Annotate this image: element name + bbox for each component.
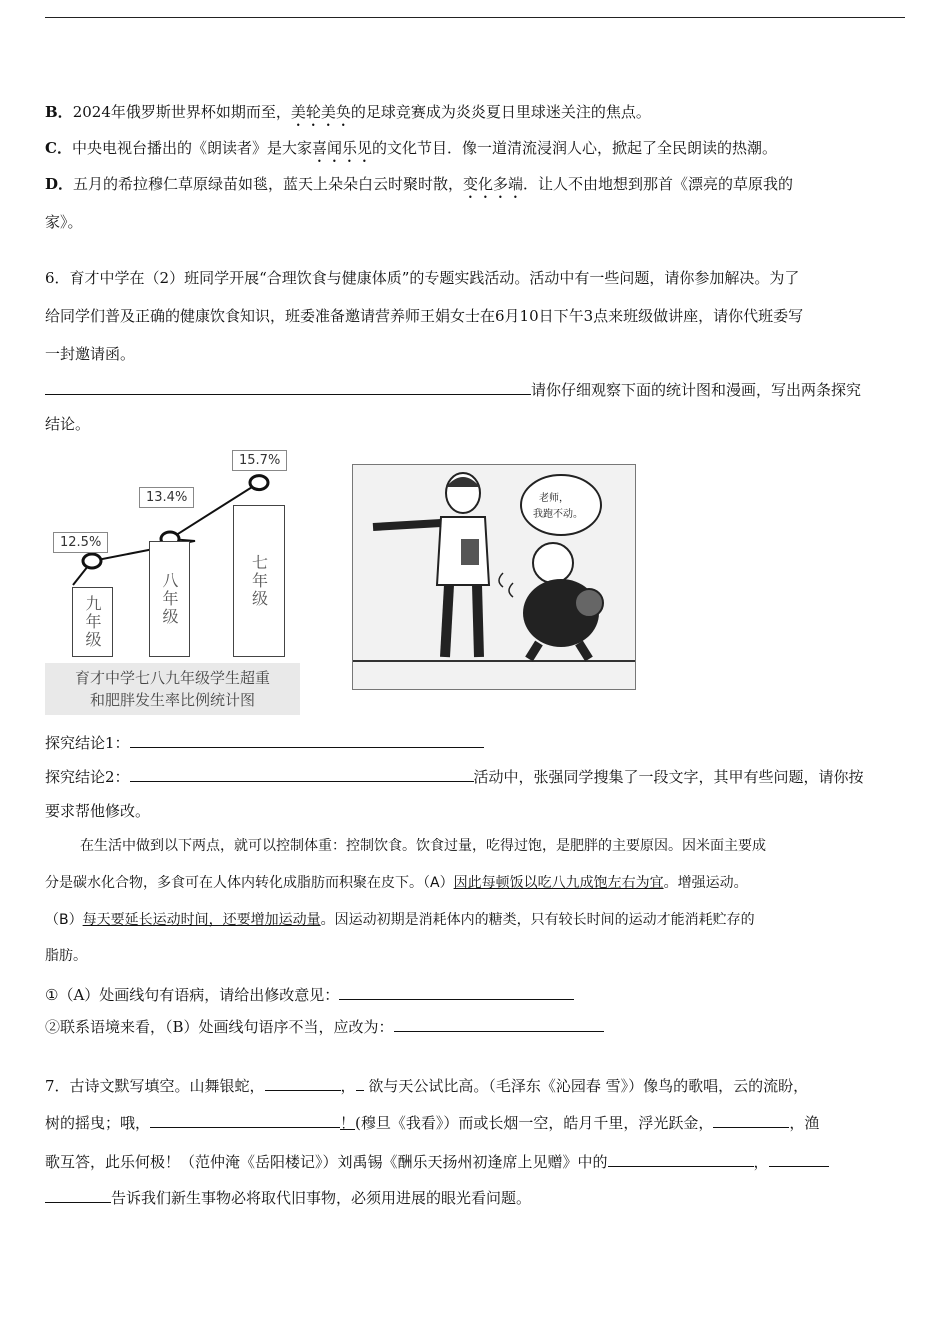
passage-line2: 分是碳水化合物，多食可在人体内转化成脂肪而积聚在皮下。（A）因此每顿饭以吃八九成饱左右为宜。增强运动。 [45,875,748,891]
q6-line4: 请你仔细观察下面的统计图和漫画，写出两条探究 [45,378,861,400]
q7-line2: 树的摇曳；哦， ！(穆旦《我看》）而或长烟一空，皓月千里，浮光跃金， ，渔 [45,1111,819,1133]
q6-line5: 结论。 [45,415,91,433]
q7-blank3[interactable] [713,1111,789,1128]
sub-question-1: ①（A）处画线句有语病，请给出修改意见： [45,983,574,1005]
caption-line2: 和肥胖发生率比例统计图 [89,691,255,709]
q7-blank4[interactable] [608,1150,754,1167]
q7-line3: 歌互答，此乐何极！（范仲淹《岳阳楼记》）刘禹锡《酬乐天扬州初逢席上见赠》中的 ， [45,1150,829,1172]
conclusion-2: 探究结论2： 活动中，张强同学搜集了一段文字，其甲有些问题，请你按 [45,765,864,787]
passage-line3: （B）每天要延长运动时间，还要增加运动量。因运动初期是消耗体内的糖类，只有较长时间的运动才能消耗贮存的 [45,912,755,928]
conclusion2-blank[interactable] [130,765,474,782]
answer-blank[interactable] [45,378,531,395]
option-d-cont: 家》。 [45,213,83,231]
option-c: C．中央电视台播出的《朗读者》是大家喜闻乐见的文化节目．像一道清流浸润人心，掀起了全民朗读的热潮。 [45,139,777,157]
data-point-2 [250,476,268,490]
passage-line4: 脂肪。 [45,948,87,964]
q7-blank2[interactable] [150,1111,340,1128]
data-label-grade9: 12.5% [53,532,108,553]
q7-blank1[interactable] [265,1074,341,1091]
q6-req: 要求帮他修改。 [45,802,151,820]
cartoon-image [352,464,636,690]
q7-blank1-tail [356,1074,364,1091]
passage-line1: 在生活中做到以下两点，就可以控制体重：控制饮食。饮食过量，吃得过饱，是肥胖的主要原因。因米面主要成 [80,838,766,854]
q7-line1: 7．古诗文默写填空。山舞银蛇， ， 欲与天公试比高。（毛泽东《沁园春 雪》）像鸟的歌唱，云的流盼， [45,1074,808,1096]
chart-caption [45,663,300,715]
data-label-grade7: 15.7% [232,450,287,471]
bar-grade9: 九年级 [72,587,113,657]
top-rule [45,17,905,18]
speech-text-1: 老师， [539,493,569,504]
sub1-blank[interactable] [339,983,574,1000]
caption-line1: 育才中学七八九年级学生超重 [74,669,270,687]
q6-line3: 一封邀请函。 [45,345,136,363]
sub2-blank[interactable] [394,1015,604,1032]
bar-grade8: 八年级 [149,541,190,657]
sub-question-2: ②联系语境来看，（B）处画线句语序不当，应改为： [45,1015,604,1037]
data-label-grade8: 13.4% [139,487,194,508]
bar-grade7: 七年级 [233,505,285,657]
option-b: B．2024年俄罗斯世界杯如期而至，美轮美奂的足球竞赛成为炎炎夏日里球迷关注的焦点。 [45,103,651,121]
conclusion-1: 探究结论1： [45,731,484,753]
option-d: D．五月的希拉穆仁草原绿苗如毯，蓝天上朵朵白云时聚时散，变化多端．让人不由地想到那首《漂亮的草原我的 [45,175,794,193]
bar-chart [45,445,300,717]
cartoon-drawing [353,465,635,689]
conclusion1-blank[interactable] [130,731,484,748]
q6-line1: 6．育才中学在（2）班同学开展“合理饮食与健康体质”的专题实践活动。活动中有一些问题，请你参加解决。为了 [45,269,800,287]
q7-line4: 告诉我们新生事物必将取代旧事物，必须用进展的眼光看问题。 [45,1186,531,1208]
q7-blank5-cont[interactable] [45,1186,111,1203]
q7-blank5[interactable] [769,1150,829,1167]
q6-line2: 给同学们普及正确的健康饮食知识，班委准备邀请营养师王娟女士在6月10日下午3点来班级做讲座，请你代班委写 [45,307,804,325]
data-point-0 [83,554,101,568]
speech-text-2: 我跑不动。 [533,509,583,520]
